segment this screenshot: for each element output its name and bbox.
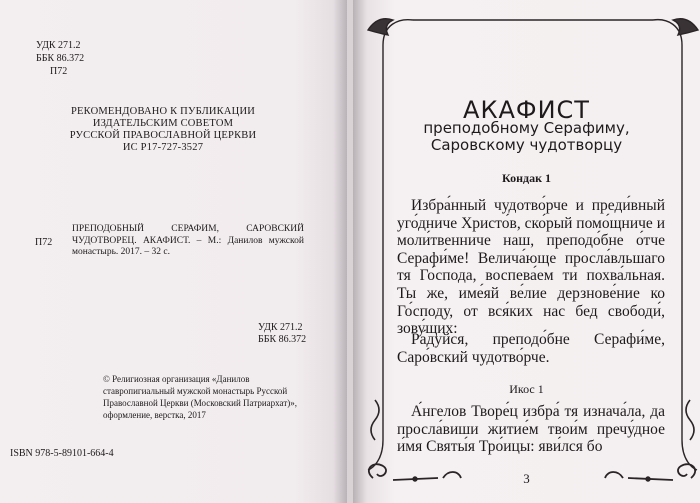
bbk-code: ББК 86.372 xyxy=(36,53,85,64)
copyright-notice: © Религиозная организация «Данилов ставропигиальный мужской монастырь Русской Православной Церкви (Московский Патриархат)», оформление, верстка, 2017 xyxy=(103,374,297,420)
isbn: ISBN 978-5-89101-664-4 xyxy=(10,448,114,459)
udk-code-2: УДК 271.2 xyxy=(258,322,303,333)
recommendation-line: ИС Р17-727-3527 xyxy=(122,142,204,153)
recommendation-line: РУССКОЙ ПРАВОСЛАВНОЙ ЦЕРКВИ xyxy=(69,130,257,141)
recommendation-block xyxy=(60,106,266,154)
bib-code: П72 xyxy=(35,237,53,248)
recommendation-line: ИЗДАТЕЛЬСКИМ СОВЕТОМ xyxy=(92,118,234,129)
subtitle-line: преподобному Серафиму, xyxy=(423,119,630,137)
ikos-heading: Икос 1 xyxy=(509,382,544,396)
akathist-title: АКАФИСТ xyxy=(463,96,590,124)
left-page xyxy=(0,0,347,503)
kondak-refrain: Ра́дуйся, преподо́бне Серафи́ме, Саро́вский чудотво́рче. xyxy=(397,331,665,366)
bbk-code-2: ББК 86.372 xyxy=(258,334,307,345)
udk-code: УДК 271.2 xyxy=(36,40,81,51)
subtitle-line: Саровскому чудотворцу xyxy=(430,136,623,154)
kondak-heading: Кондак 1 xyxy=(501,171,551,185)
kondak-text: Избра́нный чудотво́рче и преди́вный уго́дниче Христо́в, ско́рый помо́щниче и моли́твенниче наш, преподо́бне о́тче Серафи́ме! Велича́юще просла́вльшаго тя Го́спода, воспева́ем ти похва́льная. Ты же, име́яй ве́лие дерзнове́ние ко Го́споду, от вся́ких нас бед свободи́, зову́щих: xyxy=(397,197,665,338)
recommendation-line: РЕКОМЕНДОВАНО К ПУБЛИКАЦИИ xyxy=(70,106,256,117)
author-code: П72 xyxy=(50,66,68,77)
bibliographic-record: ПРЕПОДОБНЫЙ СЕРАФИМ, САРОВСКИЙ ЧУДОТВОРЕЦ. АКАФИСТ. – М.: Данилов мужской монастырь. 2017. – 32 с. xyxy=(72,224,304,257)
page-number: 3 xyxy=(523,471,530,486)
right-page xyxy=(353,0,700,503)
ikos-text: А́нгелов Творе́ц избра́ тя изнача́ла, да просла́виши житие́м твои́м пречу́дное и́мя Святы́я Тро́ицы: яви́лся бо xyxy=(397,403,665,456)
